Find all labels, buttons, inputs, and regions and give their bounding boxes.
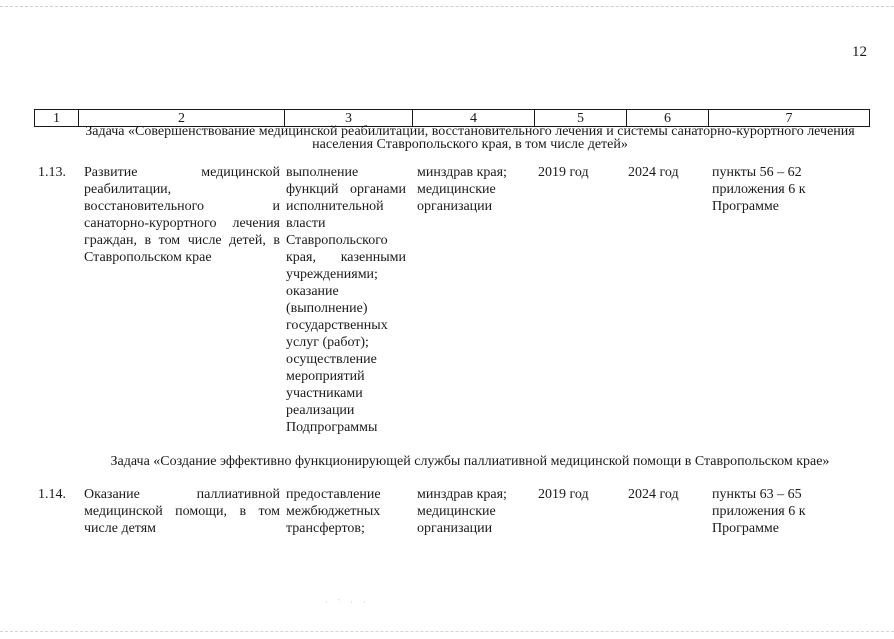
- column-number: 7: [709, 110, 870, 127]
- row-number: 1.14.: [38, 487, 66, 502]
- column-number: 2: [79, 110, 285, 127]
- executors: минздрав края; медицинские организации: [417, 165, 507, 214]
- column-number: 1: [35, 110, 79, 127]
- end-year: 2024 год: [628, 487, 679, 502]
- start-year: 2019 год: [538, 165, 589, 180]
- column-number: 3: [285, 110, 413, 127]
- measure-item: оказание (выполнение) государственных услуг (работ);: [286, 284, 388, 350]
- measure-item: осуществление мероприятий участниками реализации Подпрограммы: [286, 352, 378, 435]
- activity-name: Развитие медицинской реабилитации, восстановительного и санаторно-курортного лечения граждан, в том числе детей, в Ставропольском крае: [84, 165, 280, 265]
- column-number: 6: [627, 110, 709, 127]
- row-number: 1.13.: [38, 165, 66, 180]
- column-number: 4: [413, 110, 535, 127]
- scan-edge-top: [0, 6, 894, 7]
- column-number: 5: [535, 110, 627, 127]
- measures-list: [286, 164, 406, 436]
- start-year: 2019 год: [538, 487, 589, 502]
- page-number: 12: [852, 44, 867, 60]
- task-title: Задача «Совершенствование медицинской реабилитации, восстановительного лечения и системы санаторно-курортного лечения населения Ставропольского края, в том числе детей»: [85, 124, 855, 152]
- executors: минздрав края; медицинские организации: [417, 487, 507, 536]
- measure-item: выполнение функций органами исполнительной власти Ставропольского края, казенными учреждениями;: [286, 165, 406, 282]
- measures-list: [286, 486, 406, 537]
- task-title: Задача «Создание эффективно функционирующей службы паллиативной медицинской помощи в Ставропольском крае»: [110, 454, 830, 469]
- program-reference: пункты 63 – 65 приложения 6 к Программе: [712, 487, 806, 536]
- program-reference: пункты 56 – 62 приложения 6 к Программе: [712, 165, 806, 214]
- scan-smudge: · ˋ · ·: [325, 598, 370, 607]
- measure-item: предоставление межбюджетных трансфертов;: [286, 487, 381, 536]
- activity-name: Оказание паллиативной медицинской помощи, в том числе детям: [84, 487, 280, 536]
- scan-edge-bottom: [0, 631, 894, 632]
- end-year: 2024 год: [628, 165, 679, 180]
